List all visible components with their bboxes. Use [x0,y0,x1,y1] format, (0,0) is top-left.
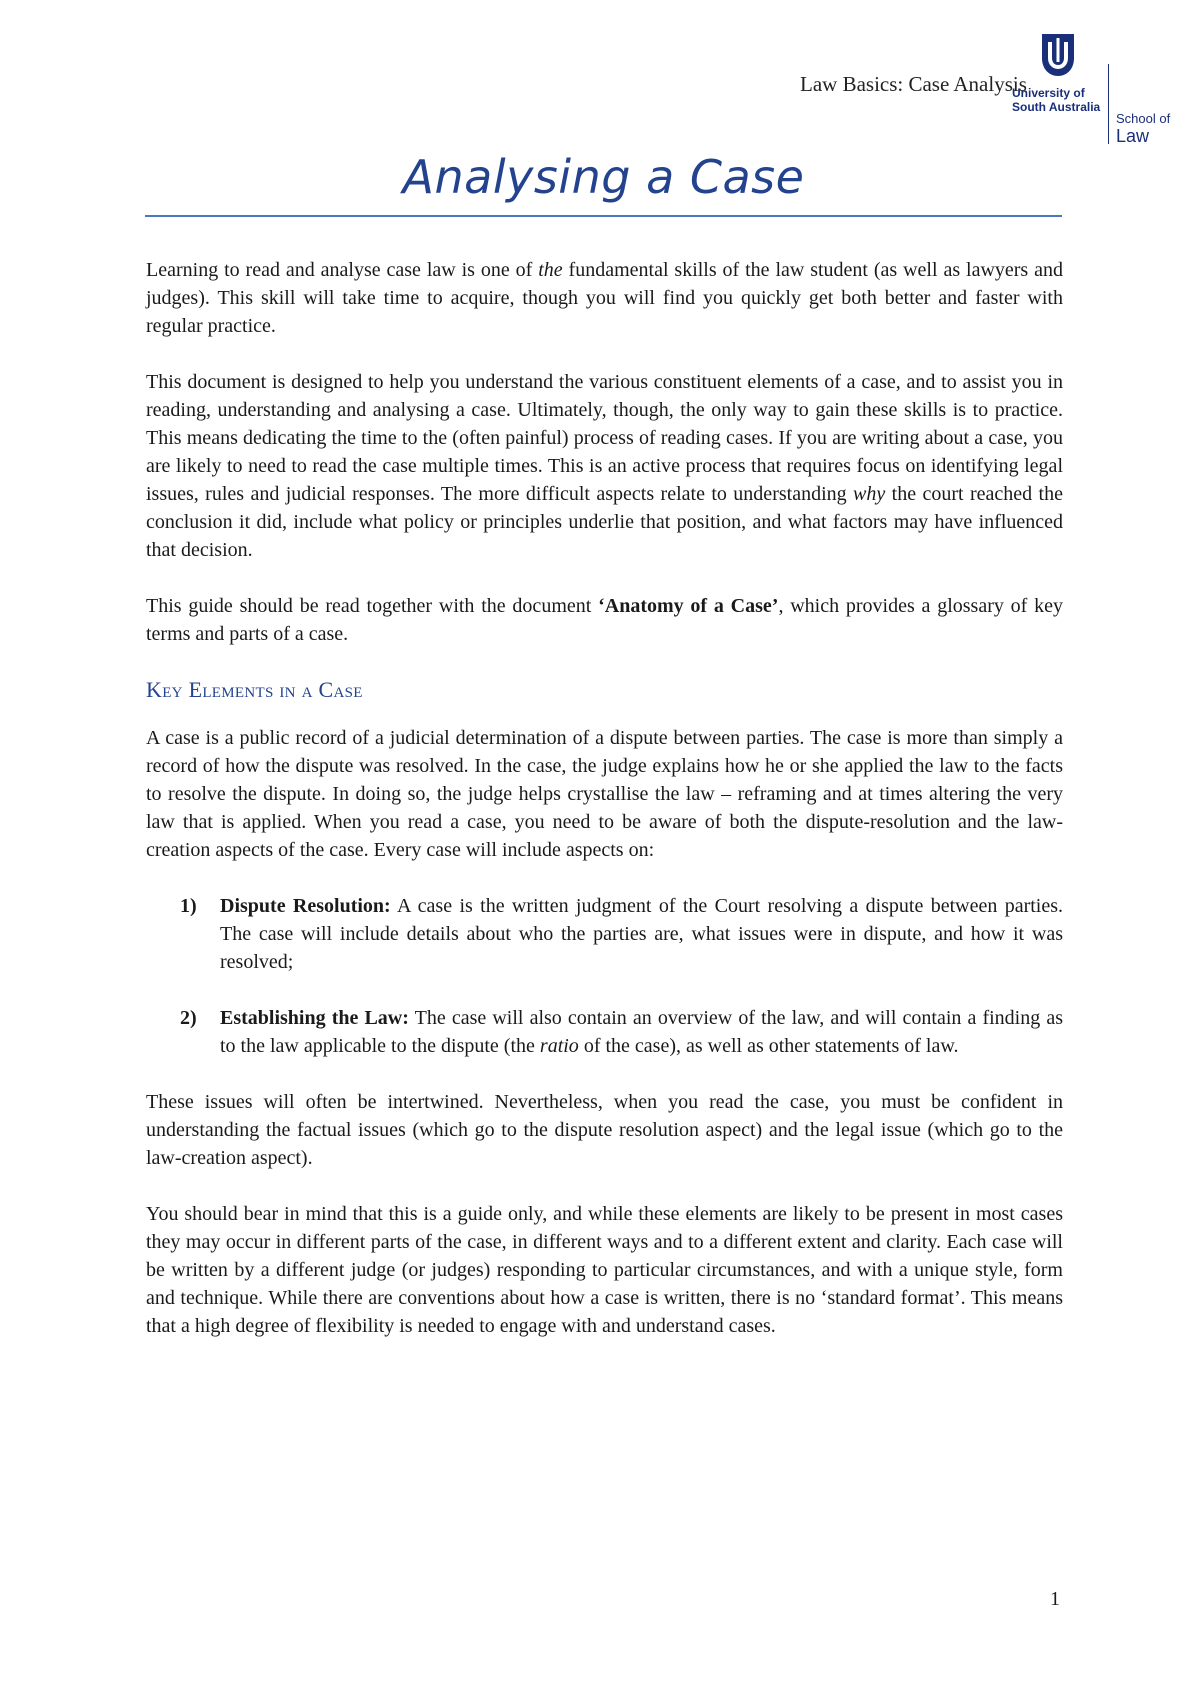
section-paragraph-3: You should bear in mind that this is a guide only, and while these elements are likely to be present in most cases they may occur in different parts of the case, in different ways and to a different extent and clarity. Each case will be written by a different judge (or judges) responding to particular circumstances, and with a unique style, form and technique. While there are conventions about how a case is written, there is no ‘standard format’. This means that a high degree of flexibility is needed to engage with and understand cases. [146,1203,1063,1337]
title-underline [145,215,1062,217]
intro-paragraph-1: Learning to read and analyse case law is one of the fundamental skills of the law student (as well as lawyers and judges). This skill will take time to acquire, though you will find you quickly get both better and faster with regular practice. [146,259,1063,337]
intro-paragraph-2: This document is designed to help you understand the various constituent elements of a case, and to assist you in reading, understanding and analysing a case. Ultimately, though, the only way to gain these skills is to practice. This means dedicating the time to the (often painful) process of reading cases. If you are writing about a case, you are likely to need to read the case multiple times. This is an active process that requires focus on identifying legal issues, rules and judicial responses. The more difficult aspects relate to understanding why the court reached the conclusion it did, include what policy or principles underlie that position, and what factors may have influenced that decision. [146,371,1063,561]
page-number: 1 [1050,1588,1060,1610]
emphasis-ratio: ratio [539,1035,579,1057]
document-reference: ‘Anatomy of a Case’ [598,595,779,617]
logo-school-line1: School of [1116,111,1171,126]
list-item-number: 2) [180,1007,197,1029]
page-title: Analysing a Case [402,150,805,204]
logo-school-name [1116,112,1170,146]
logo-university-line2: South Australia [1012,100,1101,114]
intro-paragraph-3: This guide should be read together with the document ‘Anatomy of a Case’, which provides a glossary of key terms and parts of a case. [146,595,1063,645]
emphasis-why: why [853,483,886,505]
running-header-title: Law Basics: Case Analysis [800,72,1027,96]
list-item: 1) Dispute Resolution: A case is the written judgment of the Court resolving a dispute between parties. The case will include details about who the parties are, what issues were in dispute, and how it was resolved; [146,892,1063,976]
aspects-list [146,892,1063,1060]
emphasis-the: the [538,259,563,281]
section-heading: Key Elements in a Case [146,677,363,702]
list-item-number: 1) [180,895,197,917]
logo-school-line2: Law [1116,126,1150,146]
unisa-logo-icon [1038,32,1078,78]
logo-divider [1108,64,1109,144]
list-item: 2) Establishing the Law: The case will also contain an overview of the law, and will contain a finding as to the law applicable to the dispute (the ratio of the case), as well as other statements of law. [146,1004,1063,1060]
list-item-lead: Dispute Resolution: [220,895,391,917]
list-item-lead: Establishing the Law: [220,1007,409,1029]
section-paragraph-1: A case is a public record of a judicial determination of a dispute between parties. The case is more than simply a record of how the dispute was resolved. In the case, the judge explains how he or she applied the law to the facts to resolve the dispute. In doing so, the judge helps crystallise the law – reframing and at times altering the very law that is applied. When you read a case, you need to be aware of both the dispute-resolution and the law-creation aspects of the case. Every case will include aspects on: [146,727,1063,861]
logo-university-name [1012,86,1100,114]
university-logo [1012,30,1172,146]
section-paragraph-2: These issues will often be intertwined. Nevertheless, when you read the case, you must be confident in understanding the factual issues (which go to the dispute resolution aspect) and the legal issue (which go to the law-creation aspect). [146,1091,1063,1169]
logo-university-line1: University of [1012,86,1085,100]
document-body [146,256,1063,1368]
